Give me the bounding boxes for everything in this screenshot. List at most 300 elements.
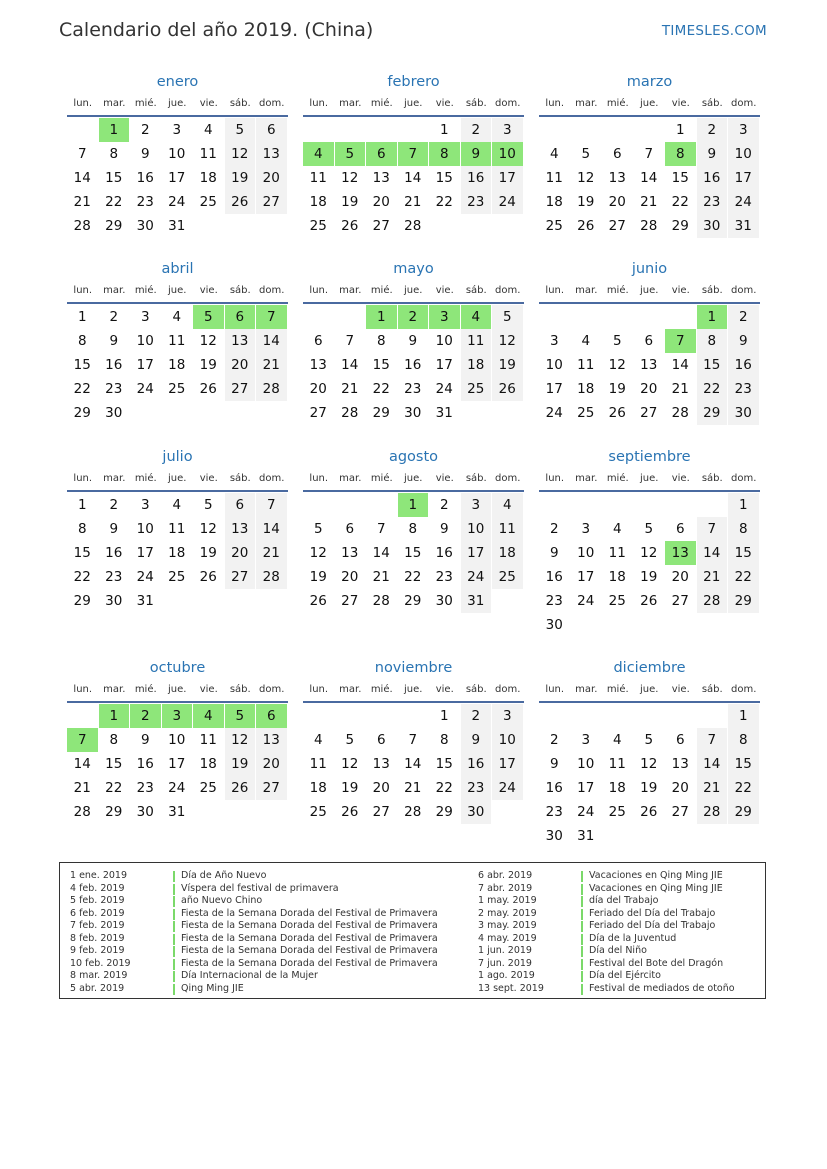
- day-cell[interactable]: 18: [608, 569, 626, 585]
- day-cell[interactable]: 22: [728, 776, 759, 800]
- day-cell[interactable]: 2: [461, 118, 492, 142]
- day-cell[interactable]: 18: [492, 541, 523, 565]
- holiday-day-cell[interactable]: 5: [225, 704, 256, 728]
- day-cell[interactable]: 21: [404, 780, 422, 796]
- day-cell[interactable]: 29: [728, 589, 759, 613]
- day-cell[interactable]: 27: [372, 218, 390, 234]
- day-cell[interactable]: 24: [492, 190, 523, 214]
- holiday-day-cell[interactable]: 1: [99, 118, 130, 142]
- day-cell[interactable]: 28: [73, 218, 91, 234]
- day-cell[interactable]: 27: [256, 776, 287, 800]
- day-cell[interactable]: 19: [341, 194, 359, 210]
- day-cell[interactable]: 10: [728, 142, 759, 166]
- day-cell[interactable]: 1: [728, 704, 759, 728]
- day-cell[interactable]: 26: [199, 569, 217, 585]
- day-cell[interactable]: 28: [256, 565, 287, 589]
- day-cell[interactable]: 15: [728, 752, 759, 776]
- day-cell[interactable]: 12: [199, 521, 217, 537]
- day-cell[interactable]: 15: [671, 170, 689, 186]
- day-cell[interactable]: 20: [225, 541, 256, 565]
- day-cell[interactable]: 26: [309, 593, 327, 609]
- day-cell[interactable]: 13: [372, 756, 390, 772]
- day-cell[interactable]: 3: [461, 493, 492, 517]
- holiday-day-cell[interactable]: 4: [461, 305, 492, 329]
- day-cell[interactable]: 17: [461, 541, 492, 565]
- day-cell[interactable]: 29: [435, 804, 453, 820]
- day-cell[interactable]: 26: [492, 377, 523, 401]
- day-cell[interactable]: 19: [640, 780, 658, 796]
- day-cell[interactable]: 14: [256, 329, 287, 353]
- holiday-day-cell[interactable]: 4: [303, 142, 334, 166]
- day-cell[interactable]: 13: [372, 170, 390, 186]
- day-cell[interactable]: 22: [372, 381, 390, 397]
- day-cell[interactable]: 23: [404, 381, 422, 397]
- day-cell[interactable]: 2: [109, 497, 119, 513]
- day-cell[interactable]: 17: [492, 752, 523, 776]
- brand-link[interactable]: TIMESLES.COM: [661, 23, 767, 39]
- day-cell[interactable]: 29: [73, 593, 91, 609]
- day-cell[interactable]: 11: [199, 146, 217, 162]
- day-cell[interactable]: 29: [105, 804, 123, 820]
- day-cell[interactable]: 11: [168, 521, 186, 537]
- day-cell[interactable]: 20: [671, 569, 689, 585]
- day-cell[interactable]: 5: [203, 497, 213, 513]
- day-cell[interactable]: 23: [461, 776, 492, 800]
- day-cell[interactable]: 19: [309, 569, 327, 585]
- holiday-day-cell[interactable]: 8: [665, 142, 696, 166]
- day-cell[interactable]: 25: [608, 593, 626, 609]
- day-cell[interactable]: 1: [675, 122, 685, 138]
- day-cell[interactable]: 25: [492, 565, 523, 589]
- day-cell[interactable]: 11: [168, 333, 186, 349]
- day-cell[interactable]: 20: [671, 780, 689, 796]
- day-cell[interactable]: 25: [168, 569, 186, 585]
- day-cell[interactable]: 2: [439, 497, 449, 513]
- day-cell[interactable]: 21: [671, 381, 689, 397]
- day-cell[interactable]: 18: [199, 756, 217, 772]
- day-cell[interactable]: 25: [608, 804, 626, 820]
- day-cell[interactable]: 12: [608, 357, 626, 373]
- day-cell[interactable]: 4: [612, 732, 622, 748]
- day-cell[interactable]: 15: [404, 545, 422, 561]
- day-cell[interactable]: 5: [225, 118, 256, 142]
- day-cell[interactable]: 9: [140, 732, 150, 748]
- holiday-day-cell[interactable]: 3: [429, 305, 460, 329]
- day-cell[interactable]: 27: [341, 593, 359, 609]
- day-cell[interactable]: 9: [728, 329, 759, 353]
- day-cell[interactable]: 12: [309, 545, 327, 561]
- day-cell[interactable]: 9: [549, 545, 559, 561]
- day-cell[interactable]: 12: [199, 333, 217, 349]
- holiday-day-cell[interactable]: 4: [193, 704, 224, 728]
- day-cell[interactable]: 6: [256, 118, 287, 142]
- day-cell[interactable]: 23: [545, 593, 563, 609]
- day-cell[interactable]: 24: [136, 381, 154, 397]
- day-cell[interactable]: 13: [671, 756, 689, 772]
- day-cell[interactable]: 17: [492, 166, 523, 190]
- day-cell[interactable]: 28: [404, 804, 422, 820]
- day-cell[interactable]: 11: [309, 756, 327, 772]
- day-cell[interactable]: 7: [697, 517, 728, 541]
- day-cell[interactable]: 11: [577, 357, 595, 373]
- day-cell[interactable]: 9: [549, 756, 559, 772]
- day-cell[interactable]: 28: [697, 589, 728, 613]
- day-cell[interactable]: 21: [256, 541, 287, 565]
- day-cell[interactable]: 8: [728, 728, 759, 752]
- day-cell[interactable]: 5: [345, 732, 355, 748]
- day-cell[interactable]: 27: [671, 593, 689, 609]
- day-cell[interactable]: 26: [225, 776, 256, 800]
- day-cell[interactable]: 28: [341, 405, 359, 421]
- day-cell[interactable]: 14: [697, 541, 728, 565]
- day-cell[interactable]: 18: [545, 194, 563, 210]
- day-cell[interactable]: 15: [697, 353, 728, 377]
- day-cell[interactable]: 14: [404, 756, 422, 772]
- day-cell[interactable]: 19: [640, 569, 658, 585]
- holiday-day-cell[interactable]: 7: [67, 728, 98, 752]
- day-cell[interactable]: 12: [341, 170, 359, 186]
- day-cell[interactable]: 20: [372, 194, 390, 210]
- holiday-day-cell[interactable]: 6: [366, 142, 397, 166]
- day-cell[interactable]: 9: [461, 728, 492, 752]
- day-cell[interactable]: 8: [408, 521, 418, 537]
- day-cell[interactable]: 28: [73, 804, 91, 820]
- day-cell[interactable]: 30: [697, 214, 728, 238]
- day-cell[interactable]: 15: [105, 756, 123, 772]
- day-cell[interactable]: 10: [577, 545, 595, 561]
- day-cell[interactable]: 3: [549, 333, 559, 349]
- holiday-day-cell[interactable]: 2: [130, 704, 161, 728]
- day-cell[interactable]: 11: [199, 732, 217, 748]
- day-cell[interactable]: 12: [225, 728, 256, 752]
- day-cell[interactable]: 6: [612, 146, 622, 162]
- day-cell[interactable]: 22: [105, 194, 123, 210]
- day-cell[interactable]: 3: [140, 497, 150, 513]
- day-cell[interactable]: 22: [404, 569, 422, 585]
- holiday-day-cell[interactable]: 1: [398, 493, 429, 517]
- day-cell[interactable]: 14: [671, 357, 689, 373]
- day-cell[interactable]: 23: [545, 804, 563, 820]
- day-cell[interactable]: 25: [199, 194, 217, 210]
- holiday-day-cell[interactable]: 3: [162, 704, 193, 728]
- day-cell[interactable]: 16: [728, 353, 759, 377]
- day-cell[interactable]: 15: [435, 170, 453, 186]
- day-cell[interactable]: 15: [372, 357, 390, 373]
- day-cell[interactable]: 5: [612, 333, 622, 349]
- day-cell[interactable]: 11: [608, 756, 626, 772]
- day-cell[interactable]: 17: [577, 569, 595, 585]
- day-cell[interactable]: 27: [225, 377, 256, 401]
- day-cell[interactable]: 24: [461, 565, 492, 589]
- day-cell[interactable]: 19: [225, 166, 256, 190]
- day-cell[interactable]: 21: [256, 353, 287, 377]
- holiday-day-cell[interactable]: 1: [697, 305, 728, 329]
- day-cell[interactable]: 13: [640, 357, 658, 373]
- day-cell[interactable]: 7: [376, 521, 386, 537]
- day-cell[interactable]: 24: [435, 381, 453, 397]
- day-cell[interactable]: 2: [728, 305, 759, 329]
- day-cell[interactable]: 7: [644, 146, 654, 162]
- day-cell[interactable]: 7: [697, 728, 728, 752]
- day-cell[interactable]: 6: [376, 732, 386, 748]
- day-cell[interactable]: 4: [549, 146, 559, 162]
- day-cell[interactable]: 16: [136, 756, 154, 772]
- day-cell[interactable]: 28: [256, 377, 287, 401]
- day-cell[interactable]: 16: [545, 780, 563, 796]
- day-cell[interactable]: 19: [577, 194, 595, 210]
- day-cell[interactable]: 14: [73, 170, 91, 186]
- day-cell[interactable]: 24: [168, 780, 186, 796]
- day-cell[interactable]: 17: [728, 166, 759, 190]
- day-cell[interactable]: 16: [105, 357, 123, 373]
- day-cell[interactable]: 20: [309, 381, 327, 397]
- day-cell[interactable]: 26: [341, 804, 359, 820]
- day-cell[interactable]: 11: [461, 329, 492, 353]
- day-cell[interactable]: 1: [728, 493, 759, 517]
- day-cell[interactable]: 20: [225, 353, 256, 377]
- day-cell[interactable]: 10: [577, 756, 595, 772]
- day-cell[interactable]: 19: [492, 353, 523, 377]
- day-cell[interactable]: 8: [728, 517, 759, 541]
- day-cell[interactable]: 10: [136, 521, 154, 537]
- day-cell[interactable]: 7: [408, 732, 418, 748]
- day-cell[interactable]: 27: [256, 190, 287, 214]
- day-cell[interactable]: 25: [577, 405, 595, 421]
- day-cell[interactable]: 1: [439, 708, 449, 724]
- day-cell[interactable]: 29: [105, 218, 123, 234]
- day-cell[interactable]: 8: [77, 333, 87, 349]
- day-cell[interactable]: 19: [341, 780, 359, 796]
- day-cell[interactable]: 21: [372, 569, 390, 585]
- day-cell[interactable]: 15: [435, 756, 453, 772]
- day-cell[interactable]: 22: [697, 377, 728, 401]
- day-cell[interactable]: 20: [341, 569, 359, 585]
- day-cell[interactable]: 29: [73, 405, 91, 421]
- day-cell[interactable]: 6: [644, 333, 654, 349]
- day-cell[interactable]: 20: [640, 381, 658, 397]
- day-cell[interactable]: 17: [136, 545, 154, 561]
- day-cell[interactable]: 27: [671, 804, 689, 820]
- holiday-day-cell[interactable]: 7: [256, 305, 287, 329]
- day-cell[interactable]: 14: [404, 170, 422, 186]
- day-cell[interactable]: 29: [372, 405, 390, 421]
- day-cell[interactable]: 24: [728, 190, 759, 214]
- day-cell[interactable]: 4: [612, 521, 622, 537]
- day-cell[interactable]: 25: [199, 780, 217, 796]
- day-cell[interactable]: 13: [225, 517, 256, 541]
- day-cell[interactable]: 24: [545, 405, 563, 421]
- day-cell[interactable]: 26: [225, 190, 256, 214]
- day-cell[interactable]: 23: [136, 194, 154, 210]
- day-cell[interactable]: 2: [109, 309, 119, 325]
- holiday-day-cell[interactable]: 5: [335, 142, 366, 166]
- day-cell[interactable]: 31: [577, 828, 595, 844]
- day-cell[interactable]: 8: [109, 146, 119, 162]
- day-cell[interactable]: 12: [640, 756, 658, 772]
- day-cell[interactable]: 2: [549, 521, 559, 537]
- day-cell[interactable]: 3: [172, 122, 182, 138]
- day-cell[interactable]: 21: [73, 780, 91, 796]
- day-cell[interactable]: 16: [545, 569, 563, 585]
- day-cell[interactable]: 30: [545, 828, 563, 844]
- day-cell[interactable]: 4: [313, 732, 323, 748]
- day-cell[interactable]: 5: [644, 732, 654, 748]
- day-cell[interactable]: 11: [545, 170, 563, 186]
- day-cell[interactable]: 3: [492, 704, 523, 728]
- day-cell[interactable]: 8: [439, 732, 449, 748]
- day-cell[interactable]: 20: [372, 780, 390, 796]
- day-cell[interactable]: 29: [697, 401, 728, 425]
- day-cell[interactable]: 10: [461, 517, 492, 541]
- holiday-day-cell[interactable]: 7: [665, 329, 696, 353]
- day-cell[interactable]: 22: [435, 194, 453, 210]
- day-cell[interactable]: 4: [172, 497, 182, 513]
- holiday-day-cell[interactable]: 1: [99, 704, 130, 728]
- day-cell[interactable]: 20: [608, 194, 626, 210]
- holiday-day-cell[interactable]: 8: [429, 142, 460, 166]
- day-cell[interactable]: 29: [728, 800, 759, 824]
- day-cell[interactable]: 20: [256, 752, 287, 776]
- day-cell[interactable]: 16: [435, 545, 453, 561]
- day-cell[interactable]: 8: [697, 329, 728, 353]
- day-cell[interactable]: 6: [675, 521, 685, 537]
- day-cell[interactable]: 26: [640, 804, 658, 820]
- holiday-day-cell[interactable]: 6: [256, 704, 287, 728]
- day-cell[interactable]: 24: [577, 593, 595, 609]
- day-cell[interactable]: 18: [309, 780, 327, 796]
- day-cell[interactable]: 23: [136, 780, 154, 796]
- day-cell[interactable]: 18: [608, 780, 626, 796]
- day-cell[interactable]: 30: [105, 405, 123, 421]
- day-cell[interactable]: 22: [105, 780, 123, 796]
- day-cell[interactable]: 27: [608, 218, 626, 234]
- day-cell[interactable]: 12: [225, 142, 256, 166]
- day-cell[interactable]: 16: [697, 166, 728, 190]
- day-cell[interactable]: 30: [545, 617, 563, 633]
- day-cell[interactable]: 9: [140, 146, 150, 162]
- day-cell[interactable]: 21: [640, 194, 658, 210]
- day-cell[interactable]: 24: [492, 776, 523, 800]
- day-cell[interactable]: 8: [376, 333, 386, 349]
- day-cell[interactable]: 24: [168, 194, 186, 210]
- day-cell[interactable]: 9: [408, 333, 418, 349]
- day-cell[interactable]: 23: [728, 377, 759, 401]
- day-cell[interactable]: 22: [671, 194, 689, 210]
- day-cell[interactable]: 18: [461, 353, 492, 377]
- day-cell[interactable]: 2: [461, 704, 492, 728]
- day-cell[interactable]: 14: [341, 357, 359, 373]
- day-cell[interactable]: 21: [73, 194, 91, 210]
- day-cell[interactable]: 25: [168, 381, 186, 397]
- day-cell[interactable]: 8: [77, 521, 87, 537]
- day-cell[interactable]: 29: [404, 593, 422, 609]
- day-cell[interactable]: 16: [461, 166, 492, 190]
- day-cell[interactable]: 23: [105, 381, 123, 397]
- day-cell[interactable]: 17: [168, 756, 186, 772]
- day-cell[interactable]: 14: [256, 517, 287, 541]
- day-cell[interactable]: 6: [675, 732, 685, 748]
- holiday-day-cell[interactable]: 5: [193, 305, 224, 329]
- day-cell[interactable]: 13: [256, 728, 287, 752]
- day-cell[interactable]: 6: [345, 521, 355, 537]
- day-cell[interactable]: 6: [225, 493, 256, 517]
- day-cell[interactable]: 10: [435, 333, 453, 349]
- day-cell[interactable]: 15: [105, 170, 123, 186]
- day-cell[interactable]: 1: [77, 497, 87, 513]
- holiday-day-cell[interactable]: 1: [366, 305, 397, 329]
- day-cell[interactable]: 26: [608, 405, 626, 421]
- day-cell[interactable]: 21: [404, 194, 422, 210]
- day-cell[interactable]: 31: [168, 804, 186, 820]
- day-cell[interactable]: 22: [73, 569, 91, 585]
- day-cell[interactable]: 21: [697, 565, 728, 589]
- day-cell[interactable]: 11: [309, 170, 327, 186]
- day-cell[interactable]: 28: [404, 218, 422, 234]
- day-cell[interactable]: 27: [225, 565, 256, 589]
- day-cell[interactable]: 25: [461, 377, 492, 401]
- day-cell[interactable]: 25: [309, 804, 327, 820]
- day-cell[interactable]: 26: [640, 593, 658, 609]
- day-cell[interactable]: 17: [136, 357, 154, 373]
- day-cell[interactable]: 7: [77, 146, 87, 162]
- day-cell[interactable]: 9: [697, 142, 728, 166]
- holiday-day-cell[interactable]: 10: [492, 142, 523, 166]
- day-cell[interactable]: 23: [697, 190, 728, 214]
- holiday-day-cell[interactable]: 2: [398, 305, 429, 329]
- day-cell[interactable]: 15: [728, 541, 759, 565]
- day-cell[interactable]: 13: [341, 545, 359, 561]
- day-cell[interactable]: 15: [73, 545, 91, 561]
- day-cell[interactable]: 3: [728, 118, 759, 142]
- day-cell[interactable]: 5: [581, 146, 591, 162]
- day-cell[interactable]: 16: [105, 545, 123, 561]
- day-cell[interactable]: 31: [435, 405, 453, 421]
- day-cell[interactable]: 18: [168, 357, 186, 373]
- day-cell[interactable]: 31: [728, 214, 759, 238]
- day-cell[interactable]: 14: [697, 752, 728, 776]
- day-cell[interactable]: 18: [168, 545, 186, 561]
- day-cell[interactable]: 3: [581, 732, 591, 748]
- day-cell[interactable]: 17: [577, 780, 595, 796]
- day-cell[interactable]: 24: [136, 569, 154, 585]
- day-cell[interactable]: 3: [140, 309, 150, 325]
- day-cell[interactable]: 23: [105, 569, 123, 585]
- day-cell[interactable]: 10: [545, 357, 563, 373]
- day-cell[interactable]: 2: [140, 122, 150, 138]
- holiday-day-cell[interactable]: 6: [225, 305, 256, 329]
- day-cell[interactable]: 22: [435, 780, 453, 796]
- day-cell[interactable]: 5: [313, 521, 323, 537]
- day-cell[interactable]: 31: [136, 593, 154, 609]
- day-cell[interactable]: 30: [404, 405, 422, 421]
- day-cell[interactable]: 9: [439, 521, 449, 537]
- day-cell[interactable]: 4: [203, 122, 213, 138]
- day-cell[interactable]: 15: [73, 357, 91, 373]
- day-cell[interactable]: 30: [105, 593, 123, 609]
- day-cell[interactable]: 8: [109, 732, 119, 748]
- day-cell[interactable]: 2: [697, 118, 728, 142]
- day-cell[interactable]: 24: [577, 804, 595, 820]
- day-cell[interactable]: 23: [461, 190, 492, 214]
- day-cell[interactable]: 1: [77, 309, 87, 325]
- day-cell[interactable]: 25: [309, 218, 327, 234]
- day-cell[interactable]: 29: [671, 218, 689, 234]
- day-cell[interactable]: 18: [309, 194, 327, 210]
- day-cell[interactable]: 2: [549, 732, 559, 748]
- day-cell[interactable]: 1: [439, 122, 449, 138]
- day-cell[interactable]: 27: [372, 804, 390, 820]
- day-cell[interactable]: 10: [168, 146, 186, 162]
